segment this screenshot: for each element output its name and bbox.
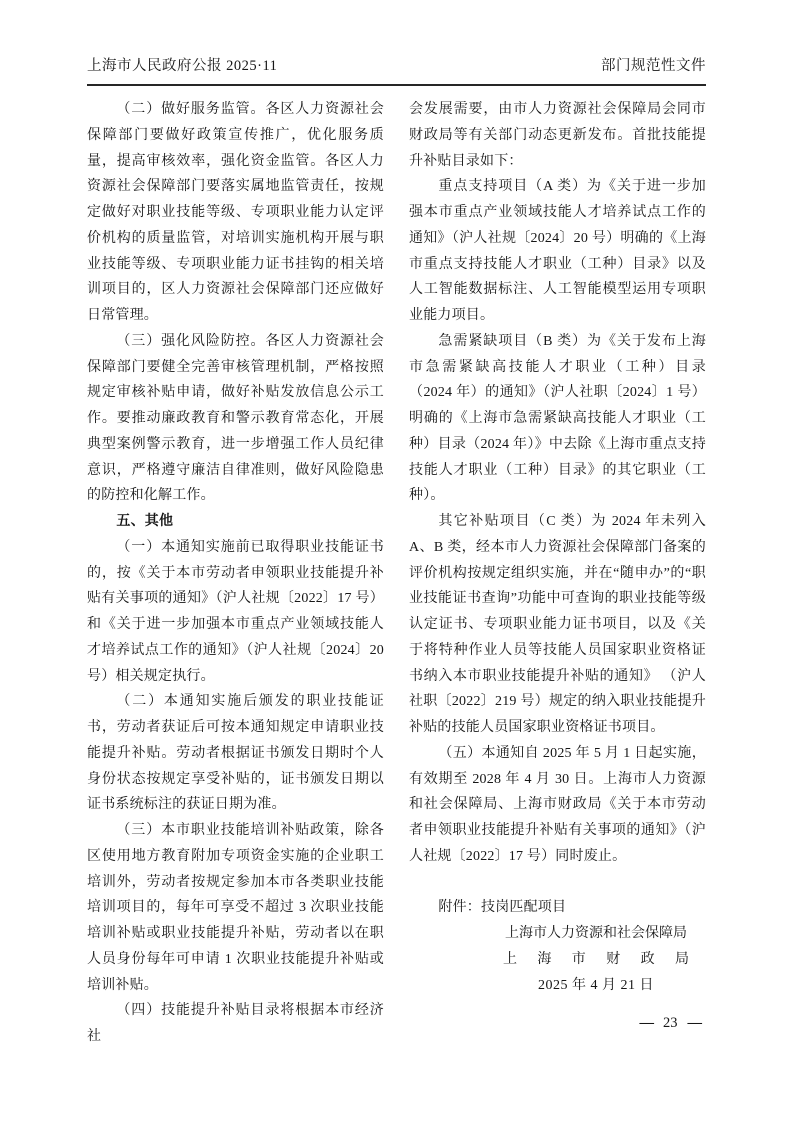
paragraph-risk-control: [87, 329, 384, 509]
paragraph-other-2: （二）本通知实施后颁发的职业技能证书，劳动者获证后可按本通知规定申请职业技能提升补贴。劳动者根据证书颁发日期时个人身份状态按规定享受补贴的，证书颁发日期以证书系统标注的获证日期为准。: [87, 694, 384, 813]
paragraph-other-3: （三）本市职业技能培训补贴政策，除各区使用地方教育附加专项资金实施的企业职工培训外，劳动者按规定参加本市各类职业技能培训项目的，每年可享受不超过 3 次职业技能培训补贴或职业技能提升补贴，劳动者以在职人员身份每年可申请 1 次职业技能提升补贴或培训补贴。: [87, 823, 384, 993]
paragraph-text: 各区人力资源社会保障部门要健全完善审核管理机制，严格按照规定审核补贴申请，做好补贴发放信息公示工作。要推动廉政教育和警示教育常态化，开展典型案例警示教育，进一步增强工作人员纪律意识，严格遵守廉洁自律准则，做好风险隐患的防控和化解工作。: [87, 333, 384, 504]
signature-block: [503, 921, 689, 998]
paragraph-category-b: 急需紧缺项目（B 类）为《关于发布上海市急需紧缺高技能人才职业（工种）目录（2024 年）的通知》（沪人社职〔2024〕1 号）明确的《上海市急需紧缺高技能人才职业（工种）目录（2024 年）》中去除《上海市重点支持技能人才职业（工种）目录》的其它职业（工种）。: [409, 333, 706, 504]
right-column: [409, 97, 706, 1050]
left-column: [87, 97, 384, 1050]
paragraph-other-5: （五）本通知自 2025 年 5 月 1 日起实施，有效期至 2028 年 4 月 30 日。上海市人力资源和社会保障局、上海市财政局《关于本市劳动者申领职业技能提升补贴有关事项的通知》（沪人社规〔2022〕17 号）同时废止。: [409, 745, 706, 864]
paragraph-category-a: 重点支持项目（A 类）为《关于进一步加强本市重点产业领域技能人才培养试点工作的通知》（沪人社规〔2024〕20 号）明确的《上海市重点支持技能人才职业（工种）目录》以及人工智能数据标注、人工智能模型运用专项职业能力项目。: [409, 179, 706, 323]
paragraph-service-supervision: [87, 97, 384, 329]
header-publication-title: 上海市人民政府公报 2025·11: [87, 58, 278, 74]
page-number: [640, 1015, 702, 1032]
paragraph-other-4-continued: 会发展需要，由市人力资源社会保障局会同市财政局等有关部门动态更新发布。首批技能提升补贴目录如下：: [409, 102, 706, 169]
section-heading-other: 五、其他: [116, 514, 174, 529]
header-section-label: 部门规范性文件: [601, 58, 706, 74]
page-header: [87, 54, 706, 86]
emphasis-text: 强化风险防控。: [161, 333, 266, 349]
item-number: （二）: [116, 102, 162, 117]
closing-block: [409, 895, 706, 998]
signature-finance-bureau: 上 海 市 财 政 局: [503, 951, 689, 967]
paragraph-category-c: 其它补贴项目（C 类）为 2024 年未列入 A、B 类，经本市人力资源社会保障部门备案的评价机构按规定组织实施，并在“随申办”的“职业技能证书查询”功能中可查询的职业技能等级认定证书、专项职业能力证书项目，以及《关于将特种作业人员等技能人员国家职业资格证书纳入本市职业技能提升补贴的通知》 （沪人社职〔2022〕219 号）规定的纳入职业技能提升补贴的技能人员国家职业资格证书项目。: [409, 514, 706, 735]
document-body: [87, 97, 706, 1050]
signature-hr-bureau: 上海市人力资源和社会保障局: [505, 926, 687, 941]
paragraph-text: 各区人力资源社会保障部门要做好政策宣传推广，优化服务质量，提高审核效率，强化资金监管。各区人力资源社会保障部门要落实属地监管责任，按规定做好对职业技能等级、专项职业能力认定评价机构的质量监管，对培训实施机构开展与职业技能等级、专项职业能力证书挂钩的相关培训项目的，区人力资源社会保障部门还应做好日常管理。: [87, 102, 384, 323]
attachment-line: 附件：技岗匹配项目: [438, 900, 567, 916]
item-number: （三）: [116, 333, 162, 349]
paragraph-other-4-start: （四）技能提升补贴目录将根据本市经济社: [87, 1003, 384, 1044]
document-date: 2025 年 4 月 21 日: [538, 977, 654, 993]
page-number-value: 23: [663, 1015, 678, 1031]
paragraph-other-1: （一）本通知实施前已取得职业技能证书的，按《关于本市劳动者申领职业技能提升补贴有关事项的通知》（沪人社规〔2022〕17 号）和《关于进一步加强本市重点产业领域技能人才培养试点工作的通知》（沪人社规〔2024〕20 号）相关规定执行。: [87, 539, 384, 684]
emphasis-text: 做好服务监管。: [161, 102, 266, 117]
page-number-dash-left: —: [639, 1015, 653, 1031]
page-number-dash-right: —: [687, 1015, 701, 1031]
